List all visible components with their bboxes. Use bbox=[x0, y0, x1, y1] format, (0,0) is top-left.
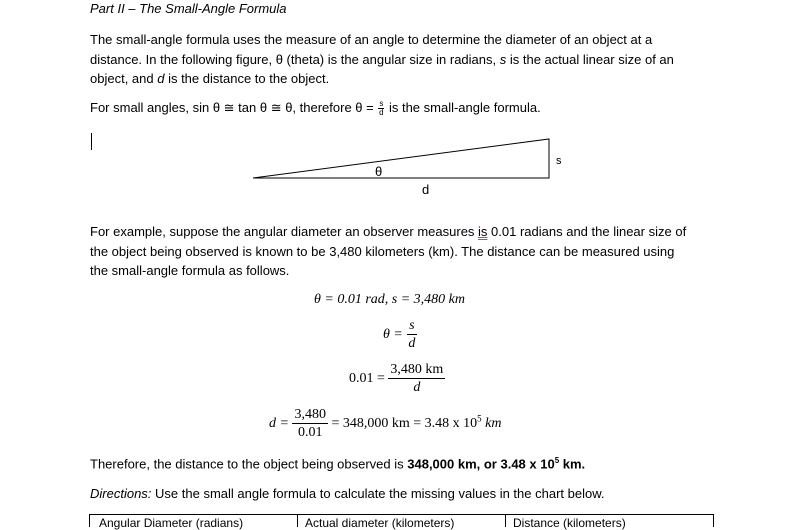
substitution-equation: 0.01 = $\frac{3,480 km}{d}$ bbox=[349, 362, 444, 396]
theta-label: θ bbox=[375, 164, 383, 179]
values-table bbox=[89, 514, 714, 530]
triangle-figure bbox=[240, 130, 580, 200]
approximation-line: For small angles, sin θ ≅ tan θ ≅ θ, therefore θ = $\frac{s}{d}$ is the small-angle formula. bbox=[90, 99, 541, 118]
example-line-2: the object being observed is known to be 3,480 kilometers (km). The distance can be measured using bbox=[90, 243, 675, 259]
given-values-equation: θ = 0.01 rad, s = 3,480 km bbox=[314, 292, 465, 307]
intro-line-1: The small-angle formula uses the measure of an angle to determine the diameter of an object at a bbox=[90, 32, 653, 47]
grammar-flagged-word[interactable]: is bbox=[478, 224, 488, 239]
solution-equation: d = $\frac{3,480}{0.01}$ = 348,000 km = 3.48 x $10^5$ km bbox=[269, 407, 502, 441]
section-heading: Part II – The Small-Angle Formula bbox=[90, 1, 287, 16]
small-fraction: $\frac{s}{d}$ bbox=[379, 99, 384, 118]
directions-line: Directions: Use the small angle formula to calculate the missing values in the chart below. bbox=[90, 486, 605, 501]
intro-paragraph bbox=[90, 30, 710, 89]
intro-line-2: distance. In the following figure, θ (theta) is the angular size in radians, s is the actual linear size of an bbox=[90, 51, 674, 67]
intro-line-3: object, and d is the distance to the object. bbox=[90, 71, 330, 86]
text-cursor bbox=[91, 133, 92, 150]
header-actual-diameter: Actual diameter (kilometers) bbox=[305, 516, 455, 530]
example-paragraph bbox=[90, 222, 710, 281]
header-distance: Distance (kilometers) bbox=[513, 516, 626, 530]
size-label: s bbox=[556, 155, 562, 167]
formula-equation: θ = $\frac{s}{d}$ bbox=[383, 318, 416, 352]
triangle-shape bbox=[253, 139, 549, 178]
header-angular-diameter: Angular Diameter (radians) bbox=[99, 516, 244, 530]
therefore-line: Therefore, the distance to the object being observed is 348,000 km, or 3.48 x $10^5$ km. bbox=[90, 456, 586, 472]
example-line-3: the small-angle formula as follows. bbox=[90, 263, 290, 278]
distance-label: d bbox=[422, 182, 430, 197]
example-line-1: For example, suppose the angular diameter an observer measures is 0.01 radians and the linear size of bbox=[90, 224, 687, 239]
